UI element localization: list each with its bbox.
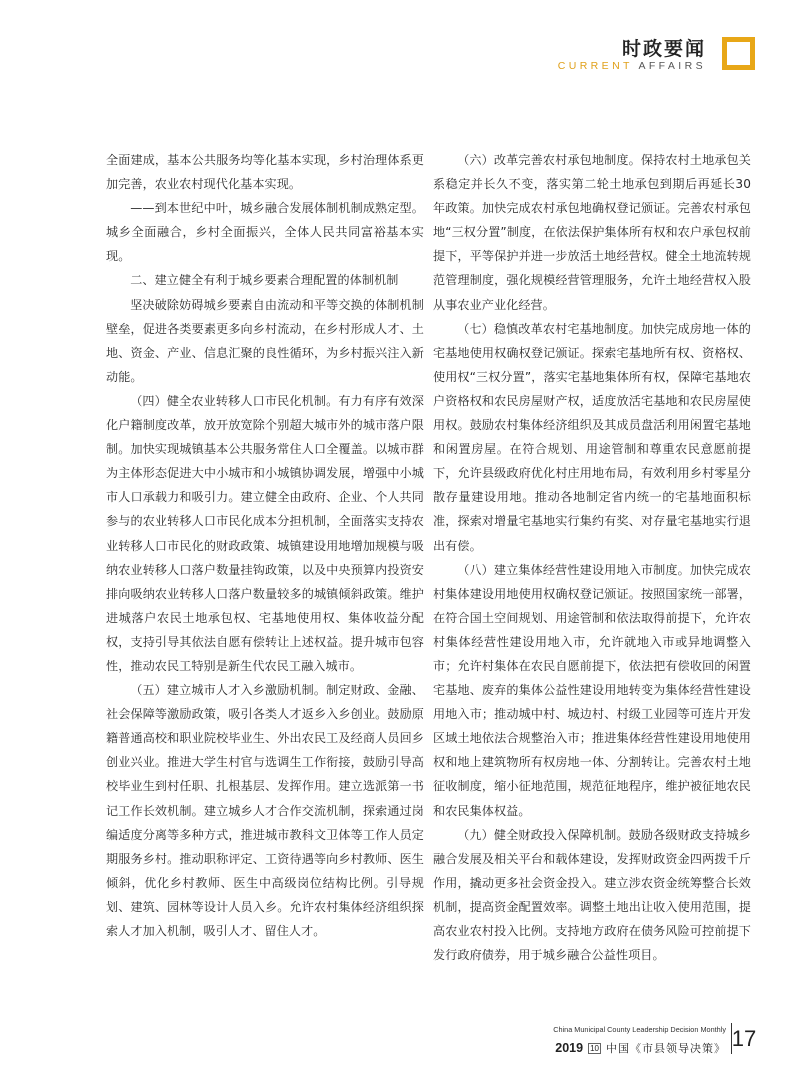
footer-publication-line bbox=[555, 1040, 726, 1056]
publication-year: 2019 bbox=[555, 1041, 584, 1055]
magazine-name-cn: 中国《市县领导决策》 bbox=[606, 1042, 726, 1055]
section-heading: 二、建立健全有利于城乡要素合理配置的体制机制 bbox=[130, 273, 399, 288]
issue-number: 10 bbox=[590, 1043, 599, 1053]
paragraph: （四）健全农业转移人口市民化机制。有力有序有效深化户籍制度改革，放开放宽除个别超大城市外的城市落户限制。加快实现城镇基本公共服务常住人口全覆盖。以城市群为主体形态促进大中小城市和小城镇协调发展，增强中小城市人口承载力和吸引力。建立健全由政府、企业、个人共同参与的农业转移人口市民化成本分担机制，全面落实支持农业转移人口市民化的财政政策、城镇建设用地增加规模与吸纳农业转移人口落户数量挂钩政策，以及中央预算内投资安排向吸纳农业转移人口落户数量较多的城镇倾斜政策。维护进城落户农民土地承包权、宅基地使用权、集体收益分配权，支持引导其依法自愿有偿转让上述权益。提升城市包容性，推动农民工特别是新生代农民工融入城市。 bbox=[106, 393, 424, 673]
paragraph: （七）稳慎改革农村宅基地制度。加快完成房地一体的宅基地使用权确权登记颁证。探索宅基地所有权、资格权、使用权“三权分置”，落实宅基地集体所有权，保障宅基地农户资格权和农民房屋财产权，适度放活宅基地和农民房屋使用权。鼓励农村集体经济组织及其成员盘活利用闲置宅基地和闲置房屋。在符合规划、用途管制和尊重农民意愿前提下，允许县级政府优化村庄用地布局，有效利用乡村零星分散存量建设用地。推动各地制定省内统一的宅基地面积标准，探索对增量宅基地实行集约有奖、对存量宅基地实行退出有偿。 bbox=[433, 321, 751, 553]
paragraph: （六）改革完善农村承包地制度。保持农村土地承包关系稳定并长久不变，落实第二轮土地承包到期后再延长30年政策。加快完成农村承包地确权登记颁证。完善农村承包地“三权分置”制度，在依法保护集体所有权和农户承包权前提下，平等保护并进一步放活土地经营权。健全土地流转规范管理制度，强化规模经营管理服务，允许土地经营权入股从事农业产业化经营。 bbox=[433, 153, 751, 312]
section-title: 时政要闻 bbox=[621, 38, 706, 60]
section-subtitle-word-1: CURRENT bbox=[557, 60, 633, 72]
paragraph: （九）健全财政投入保障机制。鼓励各级财政支持城乡融合发展及相关平台和载体建设，发挥财政资金四两拨千斤作用，撬动更多社会资金投入。建立涉农资金统筹整合长效机制，提高资金配置效率。调整土地出让收入使用范围，提高农业农村投入比例。支持地方政府在债务风险可控前提下发行政府债券，用于城乡融合公益性项目。 bbox=[433, 827, 751, 963]
paragraph: 全面建成，基本公共服务均等化基本实现，乡村治理体系更加完善，农业农村现代化基本实现。 bbox=[106, 153, 424, 192]
left-column bbox=[106, 148, 424, 943]
paragraph: （八）建立集体经营性建设用地入市制度。加快完成农村集体建设用地使用权确权登记颁证。按照国家统一部署，在符合国土空间规划、用途管制和依法取得前提下，允许农村集体经营性建设用地入市，允许就地入市或异地调整入市；允许村集体在农民自愿前提下，依法把有偿收回的闲置宅基地、废弃的集体公益性建设用地转变为集体经营性建设用地入市；推动城中村、城边村、村级工业园等可连片开发区域土地依法合规整治入市；推进集体经营性建设用地使用权和地上建筑物所有权房地一体、分割转让。完善农村土地征收制度，缩小征地范围，规范征地程序，维护被征地农民和农民集体权益。 bbox=[433, 562, 751, 818]
magazine-name-en: China Municipal County Leadership Decision Monthly bbox=[553, 1025, 726, 1034]
section-subtitle bbox=[558, 60, 706, 72]
right-column bbox=[433, 148, 751, 967]
paragraph: 坚决破除妨碍城乡要素自由流动和平等交换的体制机制壁垒，促进各类要素更多向乡村流动，在乡村形成人才、土地、资金、产业、信息汇聚的良性循环，为乡村振兴注入新动能。 bbox=[106, 297, 424, 384]
paragraph: ——到本世纪中叶，城乡融合发展体制机制成熟定型。城乡全面融合，乡村全面振兴，全体人民共同富裕基本实现。 bbox=[106, 201, 424, 264]
section-logo-square bbox=[722, 37, 755, 70]
page-number: 17 bbox=[731, 1023, 756, 1054]
section-subtitle-word-2: AFFAIRS bbox=[638, 60, 706, 72]
paragraph: （五）建立城市人才入乡激励机制。制定财政、金融、社会保障等激励政策，吸引各类人才返乡入乡创业。鼓励原籍普通高校和职业院校毕业生、外出农民工及经商人员回乡创业兴业。推进大学生村官与选调生工作衔接，鼓励引导高校毕业生到村任职、扎根基层、发挥作用。建立选派第一书记工作长效机制。建立城乡人才合作交流机制，探索通过岗编适度分离等多种方式，推进城市教科文卫体等工作人员定期服务乡村。推动职称评定、工资待遇等向乡村教师、医生倾斜，优化乡村教师、医生中高级岗位结构比例。引导规划、建筑、园林等设计人员入乡。允许农村集体经济组织探索人才加入机制，吸引人才、留住人才。 bbox=[106, 683, 424, 938]
